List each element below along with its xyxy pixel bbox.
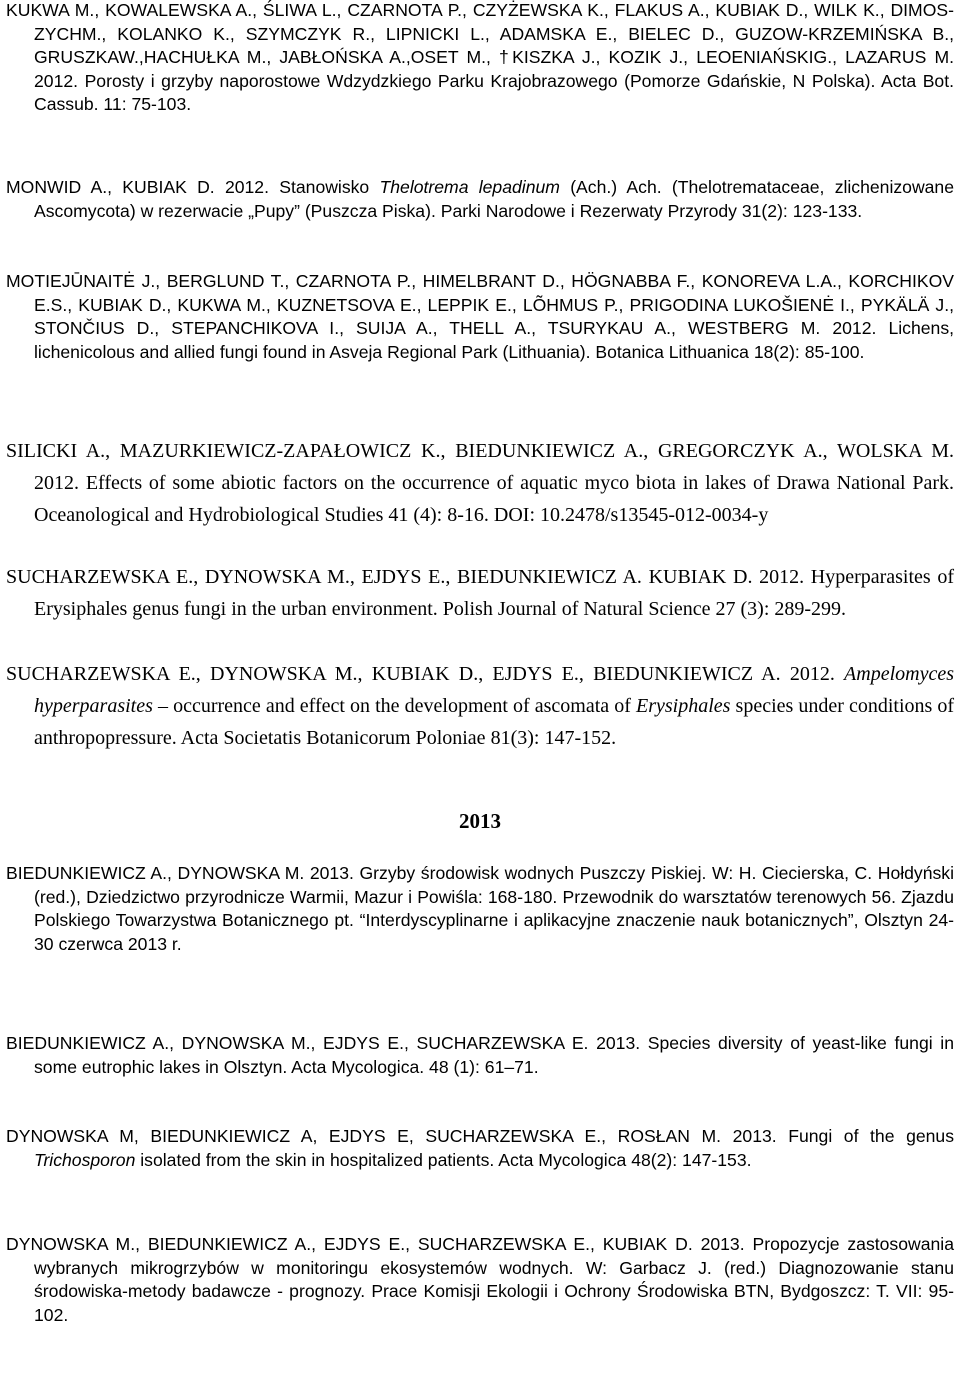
- reference-title: Lichens, lichenicolous and allied fungi found in Asveja Regional Park (Lithuania). Botanica Lithuanica 18(2): 85-100.: [34, 318, 954, 362]
- reference-entry: [6, 0, 954, 117]
- reference-title: Hyperparasites of Erysiphales genus fungi in the urban environment. Polish Journal of Natural Science 27 (3): 289-299.: [34, 566, 955, 620]
- reference-authors: SILICKI A., MAZURKIEWICZ-ZAPAŁOWICZ K., BIEDUNKIEWICZ A., GREGORCZYK A., WOLSKA M. 2012.: [6, 440, 954, 494]
- reference-authors: DYNOWSKA M., BIEDUNKIEWICZ A., EJDYS E., SUCHARZEWSKA E., KUBIAK D. 2013.: [6, 1234, 745, 1254]
- year-heading: 2013: [459, 809, 501, 833]
- reference-authors: BIEDUNKIEWICZ A., DYNOWSKA M. 2013.: [6, 863, 354, 883]
- reference-entry: [6, 1125, 954, 1172]
- reference-title: Grzyby środowisk wodnych Puszczy Piskiej. W: H. Ciecierska, C. Hołdyński (red.), Dziedzictwo przyrodnicze Warmii, Mazur i Powiśla: 168-180. Przewodnik do warsztatów terenowych 56. Zjazdu Polskiego Towarzystwa Botanicznego pt. “Interdyscyplinarne i aplikacyjne znaczenie nauk botanicznych”, Olsztyn 24-30 czerwca 2013 r.: [34, 863, 955, 954]
- reference-authors: BIEDUNKIEWICZ A., DYNOWSKA M., EJDYS E., SUCHARZEWSKA E. 2013.: [6, 1033, 641, 1053]
- reference-title: isolated from the skin in hospitalized patients. Acta Mycologica 48(2): 147-153.: [140, 1149, 752, 1170]
- reference-species-name: Ampelomyces hyperparasites: [34, 663, 954, 717]
- reference-authors: MOTIEJŪNAITĖ J., BERGLUND T., CZARNOTA P., HIMELBRANT D., HÖGNABBA F., KONOREVA L.A., KORCHIKOV E.S., KUBIAK D., KUKWA M., KUZNETSOVA E., LEPPIK E., LÕHMUS P., PRIGODINA LUKOŠIENĖ I., PYKÄLÄ J., STONČIUS D., STEPANCHIKOVA I., SUIJA A., THELL A., TSURYKAU A., WESTBERG M. 2012.: [6, 271, 954, 339]
- reference-entry: [6, 1233, 954, 1327]
- reference-entry: [6, 862, 954, 956]
- reference-title: Porosty i grzyby naporostowe Wdzydzkiego Parku Krajobrazowego (Pomorze Gdańskie, N Polska). Acta Bot. Cassub. 11: 75-103.: [34, 70, 954, 115]
- reference-title-start: Fungi of the genus: [788, 1126, 955, 1146]
- reference-entry: [6, 562, 954, 626]
- reference-title: (Ach.) Ach. (Thelotremataceae, zlichenizowane Ascomycota) w rezerwacie „Pupy” (Puszcza Piska). Parki Narodowe i Rezerwaty Przyrody 31(2): 123-133.: [34, 177, 955, 221]
- reference-authors: KUKWA M., KOWALEWSKA A., ŚLIWA L., CZARNOTA P., CZYŻEWSKA K., FLAKUS A., KUBIAK D., WILK K., DIMOS-ZYCHM., KOLANKO K., SZYMCZYK R., LIPNICKI L., ADAMSKA E., BIELEC D., GUZOW-KRZEMIŃSKA B., GRUSZKAW.,HACHUŁKA M., JABŁOŃSKA A.,OSET M., †KISZKA J., KOZIK J., LEOENIAŃSKIG., LAZARUS M. 2012.: [6, 0, 954, 91]
- reference-species-name: Thelotrema lepadinum: [379, 177, 560, 197]
- reference-genus-name: Trichosporon: [34, 1149, 136, 1170]
- reference-title: Species diversity of yeast-like fungi in some eutrophic lakes in Olsztyn. Acta Mycologica. 48 (1): 61–71.: [34, 1033, 954, 1077]
- reference-title: species under conditions of anthropopressure. Acta Societatis Botanicorum Poloniae 81(3): 147-152.: [34, 694, 955, 749]
- reference-entry: [6, 270, 954, 364]
- reference-entry: [6, 659, 954, 754]
- reference-title: Propozycje zastosowania wybranych mikrogrzybów w monitoringu ekosystemów wodnych. W: Garbacz J. (red.) Diagnozowanie stanu środowiska-metody badawcze - prognozy. Prace Komisji Ekologii i Ochrony Środowiska BTN, Bydgoszcz: T. VII: 95-102.: [34, 1234, 954, 1325]
- reference-entry: [6, 1032, 954, 1079]
- reference-authors: SUCHARZEWSKA E., DYNOWSKA M., EJDYS E., BIEDUNKIEWICZ A. KUBIAK D. 2012.: [6, 566, 805, 588]
- reference-authors: MONWID A., KUBIAK D. 2012.: [6, 177, 269, 197]
- reference-genus-name: Erysiphales: [636, 694, 731, 717]
- reference-entry: [6, 436, 954, 531]
- reference-entry: [6, 176, 954, 223]
- reference-authors: SUCHARZEWSKA E., DYNOWSKA M., KUBIAK D., EJDYS E., BIEDUNKIEWICZ A. 2012.: [6, 663, 835, 685]
- reference-authors: DYNOWSKA M, BIEDUNKIEWICZ A, EJDYS E, SUCHARZEWSKA E., ROSŁAN M. 2013.: [6, 1126, 777, 1146]
- reference-title-start: Stanowisko: [279, 177, 370, 197]
- reference-title-middle: – occurrence and effect on the development of ascomata of: [157, 694, 631, 717]
- reference-title: Effects of some abiotic factors on the occurrence of aquatic myco biota in lakes of Drawa National Park. Oceanological and Hydrobiological Studies 41 (4): 8-16. DOI: 10.2478/s13545-012-0034-y: [34, 471, 954, 526]
